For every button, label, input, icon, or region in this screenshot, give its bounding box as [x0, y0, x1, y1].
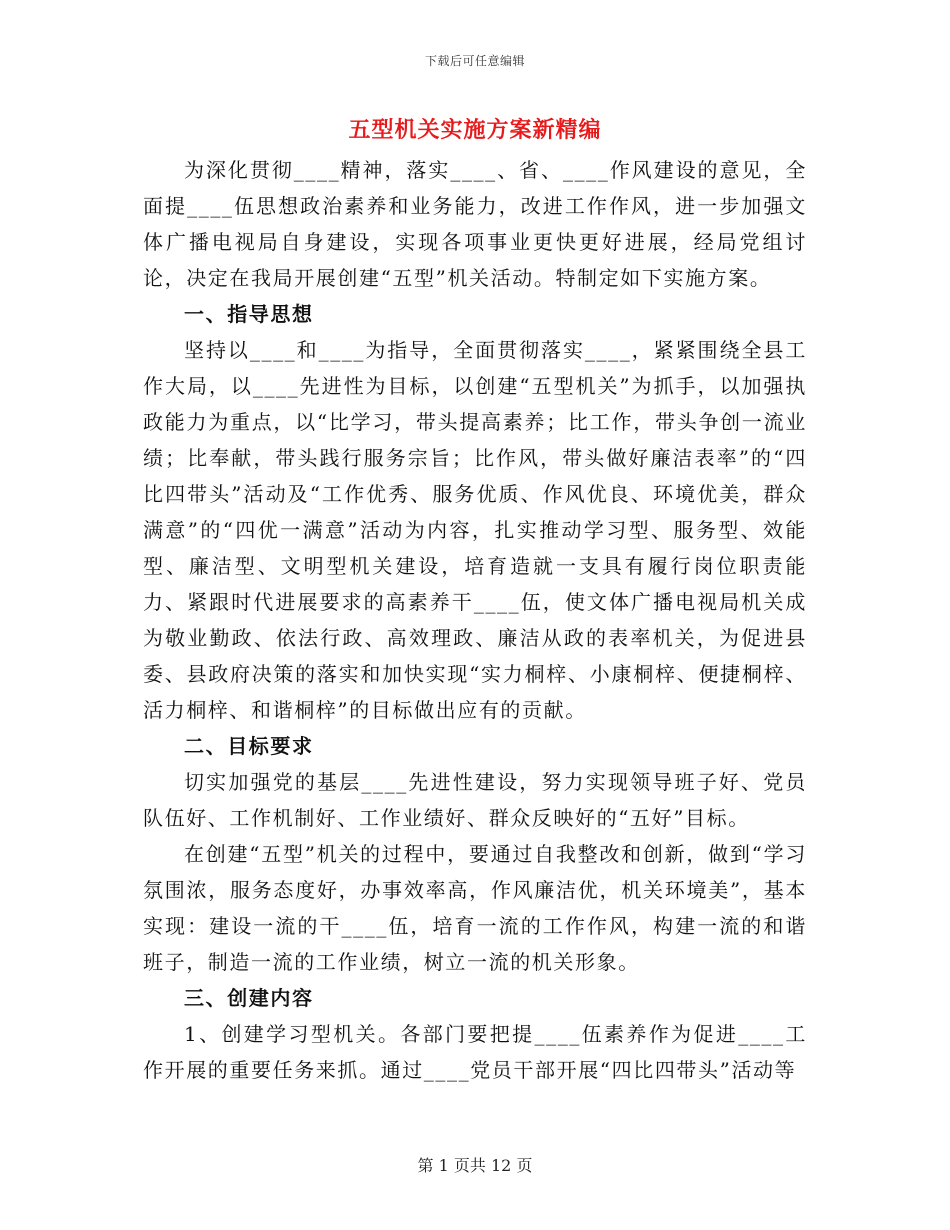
goals-paragraph-2: 在创建“五型”机关的过程中，要通过自我整改和创新，做到“学习氛围浓，服务态度好，办事效率高，作风廉洁优，机关环境美”，基本实现：建设一流的干____伍，培育一流的工作作风，构建一流的和谐班子，制造一流的工作业绩，树立一流的机关形象。: [143, 842, 807, 974]
document-title: 五型机关实施方案新精编: [348, 117, 602, 143]
intro-paragraph: 为深化贯彻____精神，落实____、省、____作风建设的意见，全面提____伍思想政治素养和业务能力，改进工作作风，进一步加强文体广播电视局自身建设，实现各项事业更快更好进展，经局党组讨论，决定在我局开展创建“五型”机关活动。特制定如下实施方案。: [143, 158, 807, 290]
guiding-thought-paragraph: 坚持以____和____为指导，全面贯彻落实____，紧紧围绕全县工作大局，以____先进性为目标，以创建“五型机关”为抓手，以加强执政能力为重点，以“比学习，带头提高素养；比工作，带头争创一流业绩；比奉献，带头践行服务宗旨；比作风，带头做好廉洁表率”的“四比四带头”活动及“工作优秀、服务优质、作风优良、环境优美，群众满意”的“四优一满意”活动为内容，扎实推动学习型、服务型、效能型、廉洁型、文明型机关建设，培育造就一支具有履行岗位职责能力、紧跟时代进展要求的高素养干____伍，使文体广播电视局机关成为敬业勤政、依法行政、高效理政、廉洁从政的表率机关，为促进县委、县政府决策的落实和加快实现“实力桐梓、小康桐梓、便捷桐梓、活力桐梓、和谐桐梓”的目标做出应有的贡献。: [143, 338, 807, 722]
section-heading-content: 三、创建内容: [184, 986, 314, 1010]
section-heading-goals: 二、目标要求: [184, 734, 314, 758]
section-heading-guiding-thought: 一、指导思想: [184, 302, 314, 326]
header-note: 下载后可任意编辑: [424, 54, 525, 68]
goals-paragraph-1: 切实加强党的基层____先进性建设，努力实现领导班子好、党员队伍好、工作机制好、工作业绩好、群众反映好的“五好”目标。: [143, 770, 807, 830]
document-body: [143, 152, 807, 1088]
content-paragraph-1: 1、创建学习型机关。各部门要把提____伍素养作为促进____工作开展的重要任务来抓。通过____党员干部开展“四比四带头”活动等: [143, 1022, 807, 1082]
page-indicator: 第 1 页共 12 页: [417, 1156, 533, 1175]
